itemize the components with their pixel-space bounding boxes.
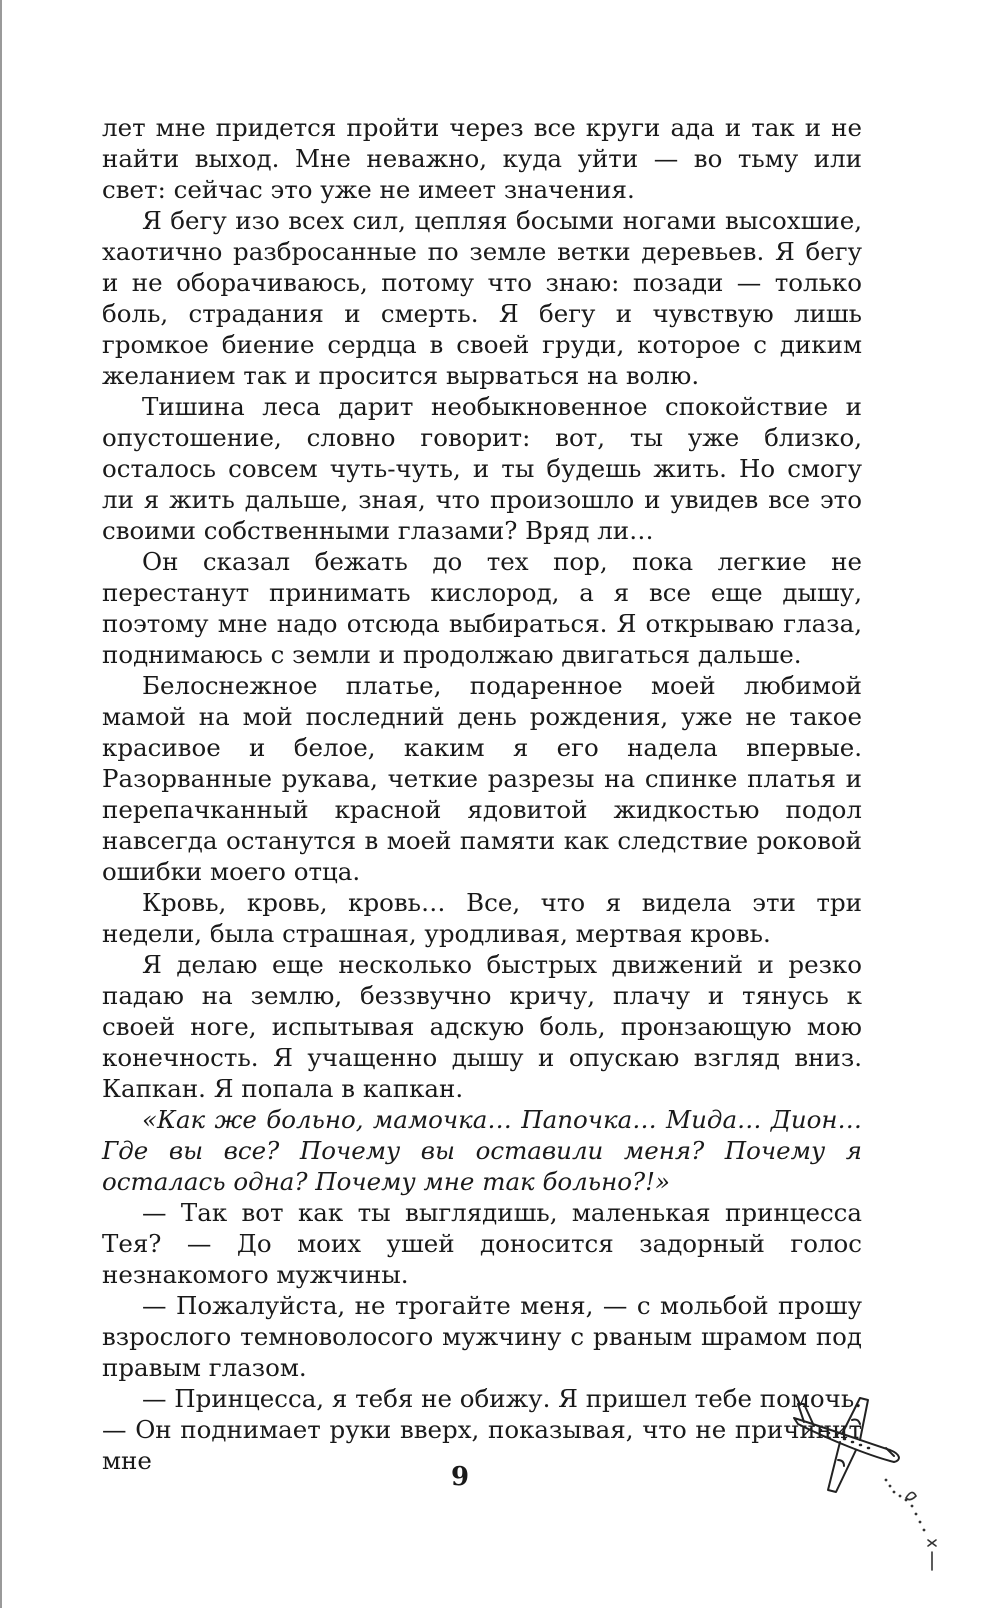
dialogue-line-3: — Принцесса, я тебя не обижу. Я пришел тебе помочь. — Он поднимает руки вверх, показывая, что не причинит мне bbox=[102, 1384, 862, 1475]
inner-monologue: «Как же больно, мамочка… Папочка… Мида… Дион… Где вы все? Почему вы оставили меня? Почему я осталась одна? Почему мне так больно?!» bbox=[102, 1105, 862, 1196]
paragraph-1: лет мне придется пройти через все круги ада и так и не найти выход. Мне неважно, куда уйти — во тьму или свет: сейчас это уже не имеет значения. bbox=[102, 113, 862, 204]
paragraph-7: Я делаю еще несколько быстрых движений и резко падаю на землю, беззвучно кричу, плачу и тянусь к своей ноге, испытывая адскую боль, пронзающую мою конечность. Я учащенно дышу и опускаю взгляд вниз. Капкан. Я попала в капкан. bbox=[102, 950, 862, 1103]
page-edge bbox=[0, 0, 2, 1608]
paragraph-5: Белоснежное платье, подаренное моей любимой мамой на мой последний день рождения, уже не такое красивое и белое, каким я его надела впервые. Разорванные рукава, четкие разрезы на спинке платья и перепачканный красной ядовитой жидкостью подол навсегда останутся в моей памяти как следствие роковой ошибки моего отца. bbox=[102, 671, 862, 886]
paragraph-3: Тишина леса дарит необыкновенное спокойствие и опустошение, словно говорит: вот, ты уже близко, осталось совсем чуть-чуть, и ты будешь жить. Но смогу ли я жить дальше, зная, что произошло и увидев все это своими собственными глазами? Вряд ли… bbox=[102, 392, 862, 545]
paragraph-4: Он сказал бежать до тех пор, пока легкие не перестанут принимать кислород, а я все еще дышу, поэтому мне надо отсюда выбираться. Я открываю глаза, поднимаюсь с земли и продолжаю двигаться дальше. bbox=[102, 547, 862, 669]
airplane-sketch-icon bbox=[790, 1390, 950, 1580]
dialogue-line-1: — Так вот как ты выглядишь, маленькая принцесса Тея? — До моих ушей доносится задорный голос незнакомого мужчины. bbox=[102, 1198, 862, 1289]
page-body bbox=[102, 112, 862, 1476]
paragraph-2: Я бегу изо всех сил, цепляя босыми ногами высохшие, хаотично разбросанные по земле ветки деревьев. Я бегу и не оборачиваюсь, потому что знаю: позади — только боль, страдания и смерть. Я бегу и чувствую лишь громкое биение сердца в своей груди, которое с диким желанием так и просится вырваться на волю. bbox=[102, 206, 862, 390]
dialogue-line-2: — Пожалуйста, не трогайте меня, — с мольбой прошу взрослого темноволосого мужчину с рваным шрамом под правым глазом. bbox=[102, 1291, 862, 1382]
page-number: 9 bbox=[450, 1462, 470, 1492]
paragraph-6: Кровь, кровь, кровь… Все, что я видела эти три недели, была страшная, уродливая, мертвая кровь. bbox=[102, 888, 862, 948]
